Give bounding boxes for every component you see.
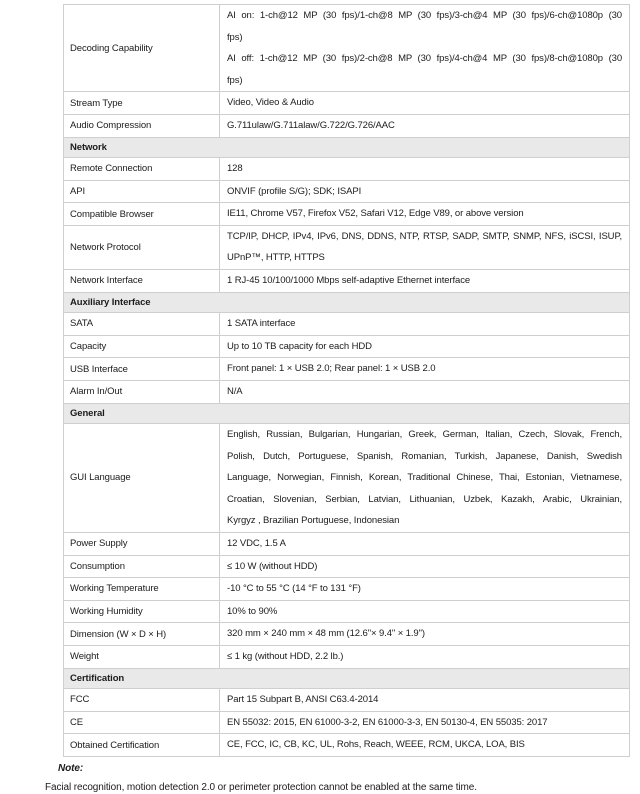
spec-row — [64, 358, 630, 381]
spec-value-line: fps) — [227, 74, 243, 86]
spec-row — [64, 734, 630, 757]
spec-value-line: fps) — [227, 31, 243, 43]
spec-value-line: 12 VDC, 1.5 A — [227, 537, 286, 549]
spec-value-line: Up to 10 TB capacity for each HDD — [227, 340, 372, 352]
spec-value — [220, 645, 630, 668]
spec-label: SATA — [64, 313, 220, 336]
section-header-row — [64, 292, 630, 313]
spec-value-line: UPnP™, HTTP, HTTPS — [227, 252, 325, 264]
spec-value-line: IE11, Chrome V57, Firefox V52, Safari V12, Edge V89, or above version — [227, 208, 524, 220]
spec-label: FCC — [64, 689, 220, 712]
spec-value-line: 128 — [227, 163, 243, 175]
section-title: Certification — [64, 668, 630, 689]
spec-value-line: ≤ 10 W (without HDD) — [227, 560, 318, 572]
spec-value-line: Kyrgyz , Brazilian Portuguese, Indonesian — [227, 515, 400, 527]
spec-label: Remote Connection — [64, 158, 220, 181]
spec-value-line: 1 SATA interface — [227, 318, 296, 330]
spec-row — [64, 92, 630, 115]
spec-value-line: G.711ulaw/G.711alaw/G.722/G.726/AAC — [227, 119, 395, 131]
section-header-row — [64, 668, 630, 689]
spec-label: Alarm In/Out — [64, 380, 220, 403]
spec-value — [220, 92, 630, 115]
spec-value-line: AI off: 1-ch@12 MP (30 fps)/2-ch@8 MP (30 fps)/4-ch@4 MP (30 fps)/8-ch@1080p (30 — [227, 53, 622, 65]
spec-label: Network Interface — [64, 270, 220, 293]
section-title: General — [64, 403, 630, 424]
spec-label: API — [64, 180, 220, 203]
spec-value — [220, 380, 630, 403]
spec-row — [64, 203, 630, 226]
spec-value — [220, 623, 630, 646]
spec-row — [64, 180, 630, 203]
spec-value — [220, 335, 630, 358]
spec-label: Network Protocol — [64, 225, 220, 269]
spec-value-line: EN 55032: 2015, EN 61000-3-2, EN 61000-3-3, EN 50130-4, EN 55035: 2017 — [227, 716, 548, 728]
section-title: Auxiliary Interface — [64, 292, 630, 313]
spec-value-line: CE, FCC, IC, CB, KC, UL, Rohs, Reach, WEEE, RCM, UKCA, LOA, BIS — [227, 739, 525, 751]
section-header-row — [64, 403, 630, 424]
spec-label: Audio Compression — [64, 114, 220, 137]
spec-label: Weight — [64, 645, 220, 668]
spec-value — [220, 689, 630, 712]
spec-label: GUI Language — [64, 424, 220, 533]
spec-table — [63, 4, 630, 757]
spec-value-line: Croatian, Slovenian, Serbian, Latvian, Lithuanian, Uzbek, Kazakh, Arabic, Ukrainian, — [227, 493, 622, 505]
spec-value-line: -10 °C to 55 °C (14 °F to 131 °F) — [227, 583, 361, 595]
spec-row — [64, 424, 630, 533]
spec-row — [64, 532, 630, 555]
spec-value-line: ≤ 1 kg (without HDD, 2.2 lb.) — [227, 650, 344, 662]
spec-label: CE — [64, 711, 220, 734]
spec-value — [220, 158, 630, 181]
spec-value-line: N/A — [227, 385, 243, 397]
spec-value — [220, 203, 630, 226]
spec-row — [64, 225, 630, 269]
spec-value-line: TCP/IP, DHCP, IPv4, IPv6, DNS, DDNS, NTP, RTSP, SADP, SMTP, SNMP, NFS, iSCSI, ISUP, — [227, 230, 622, 242]
section-header-row — [64, 137, 630, 158]
spec-value — [220, 313, 630, 336]
spec-value-line: Front panel: 1 × USB 2.0; Rear panel: 1 × USB 2.0 — [227, 363, 436, 375]
spec-row — [64, 335, 630, 358]
spec-row — [64, 114, 630, 137]
spec-label: Obtained Certification — [64, 734, 220, 757]
spec-value-line: 320 mm × 240 mm × 48 mm (12.6"× 9.4" × 1.9") — [227, 628, 425, 640]
spec-label: Working Temperature — [64, 578, 220, 601]
spec-table-body — [64, 5, 630, 757]
spec-value — [220, 358, 630, 381]
note-title: Note: — [58, 762, 84, 774]
spec-value — [220, 5, 630, 92]
spec-row — [64, 689, 630, 712]
spec-label: USB Interface — [64, 358, 220, 381]
spec-value-line: AI on: 1-ch@12 MP (30 fps)/1-ch@8 MP (30 fps)/3-ch@4 MP (30 fps)/6-ch@1080p (30 — [227, 10, 622, 21]
spec-label: Capacity — [64, 335, 220, 358]
spec-row — [64, 711, 630, 734]
spec-row — [64, 380, 630, 403]
spec-value-line: English, Russian, Bulgarian, Hungarian, Greek, German, Italian, Czech, Slovak, French, — [227, 429, 622, 440]
spec-row — [64, 5, 630, 92]
spec-value — [220, 734, 630, 757]
spec-value — [220, 114, 630, 137]
spec-row — [64, 158, 630, 181]
spec-value-line: ONVIF (profile S/G); SDK; ISAPI — [227, 185, 362, 197]
spec-value — [220, 578, 630, 601]
spec-value-line: 1 RJ-45 10/100/1000 Mbps self-adaptive Ethernet interface — [227, 275, 471, 287]
spec-value — [220, 600, 630, 623]
spec-label: Dimension (W × D × H) — [64, 623, 220, 646]
spec-value — [220, 711, 630, 734]
spec-label: Stream Type — [64, 92, 220, 115]
spec-value — [220, 532, 630, 555]
spec-label: Decoding Capability — [64, 5, 220, 92]
spec-row — [64, 555, 630, 578]
spec-label: Working Humidity — [64, 600, 220, 623]
spec-label: Power Supply — [64, 532, 220, 555]
spec-value — [220, 424, 630, 533]
spec-row — [64, 623, 630, 646]
spec-row — [64, 578, 630, 601]
spec-row — [64, 313, 630, 336]
note-block — [45, 762, 605, 794]
spec-value-line: Language, Norwegian, Finnish, Korean, Traditional Chinese, Thai, Estonian, Vietnamese, — [227, 472, 622, 484]
spec-row — [64, 270, 630, 293]
section-title: Network — [64, 137, 630, 158]
spec-row — [64, 645, 630, 668]
spec-value-line: Part 15 Subpart B, ANSI C63.4-2014 — [227, 694, 379, 706]
spec-table-wrap — [63, 4, 640, 757]
spec-value — [220, 270, 630, 293]
note-text: Facial recognition, motion detection 2.0 or perimeter protection cannot be enabled at the same time. — [45, 781, 477, 793]
spec-value-line: 10% to 90% — [227, 605, 278, 617]
spec-label: Consumption — [64, 555, 220, 578]
spec-row — [64, 600, 630, 623]
spec-value — [220, 555, 630, 578]
spec-value — [220, 225, 630, 269]
spec-value-line: Polish, Dutch, Portuguese, Spanish, Romanian, Turkish, Japanese, Danish, Swedish — [227, 450, 622, 462]
spec-value-line: Video, Video & Audio — [227, 97, 314, 109]
spec-label: Compatible Browser — [64, 203, 220, 226]
spec-value — [220, 180, 630, 203]
